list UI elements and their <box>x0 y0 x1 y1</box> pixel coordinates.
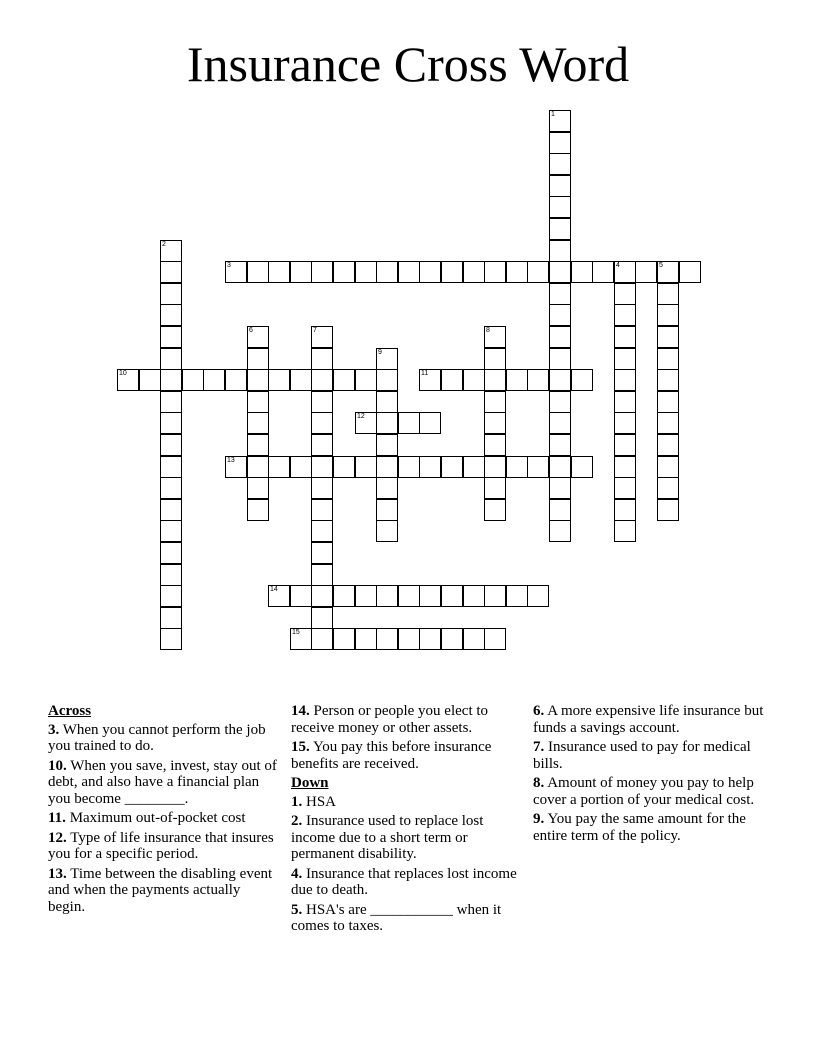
grid-cell <box>247 412 269 434</box>
clue-down-2 <box>291 813 527 863</box>
grid-cell <box>247 456 269 478</box>
grid-cell <box>549 369 571 391</box>
grid-cell <box>160 412 182 434</box>
clue-text: Time between the disabling event and when the payments actually begin. <box>48 865 273 915</box>
grid-cell <box>549 434 571 456</box>
grid-cell <box>376 412 398 434</box>
grid-cell <box>355 456 377 478</box>
grid-cell <box>290 261 312 283</box>
clue-number: 10. <box>48 757 67 774</box>
grid-cell <box>290 628 312 650</box>
grid-cell <box>657 434 679 456</box>
grid-cell <box>463 456 485 478</box>
grid-cell <box>657 261 679 283</box>
clue-number: 11. <box>48 810 66 826</box>
grid-cell <box>247 477 269 499</box>
grid-cell <box>484 261 506 283</box>
clue-text: A more expensive life insurance but funds a savings account. <box>533 703 764 736</box>
clue-number: 14. <box>291 703 310 719</box>
clue-down-7 <box>533 739 768 772</box>
grid-cell <box>117 369 139 391</box>
grid-cell <box>160 304 182 326</box>
grid-cell <box>484 434 506 456</box>
clue-number: 6. <box>533 703 545 719</box>
grid-cell <box>376 348 398 370</box>
clue-across-10 <box>48 758 280 808</box>
grid-cell <box>419 261 441 283</box>
clue-number: 7. <box>533 739 545 755</box>
grid-cell <box>506 456 528 478</box>
grid-cell <box>355 261 377 283</box>
grid-cell <box>549 520 571 542</box>
grid-cell <box>225 456 247 478</box>
clue-text: You pay the same amount for the entire term of the policy. <box>533 811 746 844</box>
grid-cell <box>614 434 636 456</box>
grid-cell <box>311 369 333 391</box>
grid-cell <box>160 348 182 370</box>
cell-number: 15 <box>292 629 300 636</box>
grid-cell <box>549 326 571 348</box>
grid-cell <box>679 261 701 283</box>
grid-cell <box>160 585 182 607</box>
grid-cell <box>484 412 506 434</box>
clue-text: Insurance used to pay for medical bills. <box>533 739 751 772</box>
grid-cell <box>614 261 636 283</box>
grid-cell <box>376 520 398 542</box>
grid-cell <box>268 261 290 283</box>
clues-column-2 <box>291 703 527 938</box>
grid-cell <box>311 434 333 456</box>
grid-cell <box>614 499 636 521</box>
grid-cell <box>484 348 506 370</box>
cell-number: 5 <box>659 262 663 269</box>
grid-cell <box>398 261 420 283</box>
clues-column-3 <box>533 703 768 847</box>
grid-cell <box>484 628 506 650</box>
cell-number: 6 <box>249 327 253 334</box>
grid-cell <box>311 412 333 434</box>
grid-cell <box>549 412 571 434</box>
grid-cell <box>484 391 506 413</box>
clue-text: Insurance that replaces lost income due to death. <box>291 865 517 898</box>
grid-cell <box>311 326 333 348</box>
grid-cell <box>247 348 269 370</box>
grid-cell <box>571 261 593 283</box>
clue-across-14 <box>291 703 527 736</box>
grid-cell <box>160 542 182 564</box>
grid-cell <box>247 391 269 413</box>
clue-down-6 <box>533 703 768 736</box>
grid-cell <box>311 348 333 370</box>
grid-cell <box>657 326 679 348</box>
grid-cell <box>549 283 571 305</box>
grid-cell <box>549 499 571 521</box>
page-title: Insurance Cross Word <box>186 36 630 92</box>
clue-across-15 <box>291 739 527 772</box>
grid-cell <box>311 585 333 607</box>
grid-cell <box>484 585 506 607</box>
grid-cell <box>549 261 571 283</box>
grid-cell <box>160 240 182 262</box>
grid-cell <box>527 261 549 283</box>
grid-cell <box>441 585 463 607</box>
grid-cell <box>139 369 161 391</box>
clue-number: 5. <box>291 901 303 918</box>
grid-cell <box>311 456 333 478</box>
grid-cell <box>311 628 333 650</box>
grid-cell <box>549 132 571 154</box>
grid-cell <box>571 369 593 391</box>
grid-cell <box>441 456 463 478</box>
grid-cell <box>484 369 506 391</box>
clue-down-8 <box>533 775 768 808</box>
clue-text: HSA <box>306 793 337 810</box>
clue-across-13 <box>48 866 280 916</box>
cell-number: 14 <box>270 586 278 593</box>
grid-cell <box>398 585 420 607</box>
grid-cell <box>614 348 636 370</box>
grid-cell <box>657 456 679 478</box>
grid-cell <box>376 585 398 607</box>
cell-number: 13 <box>227 457 235 464</box>
grid-cell <box>311 520 333 542</box>
grid-cell <box>247 326 269 348</box>
grid-cell <box>376 391 398 413</box>
grid-cell <box>311 261 333 283</box>
grid-cell <box>614 520 636 542</box>
clue-number: 15. <box>291 739 310 755</box>
grid-cell <box>506 585 528 607</box>
grid-cell <box>333 628 355 650</box>
grid-cell <box>527 585 549 607</box>
grid-cell <box>160 326 182 348</box>
clue-text: You pay this before insurance benefits are received. <box>291 739 492 772</box>
grid-cell <box>549 175 571 197</box>
grid-cell <box>268 585 290 607</box>
cell-number: 9 <box>378 349 382 356</box>
grid-cell <box>592 261 614 283</box>
grid-cell <box>160 564 182 586</box>
grid-cell <box>441 628 463 650</box>
grid-cell <box>549 477 571 499</box>
grid-cell <box>333 261 355 283</box>
grid-cell <box>376 434 398 456</box>
clue-across-3 <box>48 722 280 755</box>
clue-number: 1. <box>291 793 303 810</box>
grid-cell <box>463 261 485 283</box>
grid-cell <box>441 369 463 391</box>
clue-number: 3. <box>48 721 60 738</box>
down-heading: Down <box>291 775 329 791</box>
grid-cell <box>463 585 485 607</box>
grid-cell <box>160 434 182 456</box>
grid-cell <box>376 261 398 283</box>
grid-cell <box>506 369 528 391</box>
grid-cell <box>419 412 441 434</box>
grid-cell <box>160 261 182 283</box>
grid-cell <box>657 412 679 434</box>
clue-number: 4. <box>291 865 303 882</box>
grid-cell <box>549 153 571 175</box>
grid-cell <box>484 456 506 478</box>
clue-number: 2. <box>291 813 303 829</box>
grid-cell <box>311 499 333 521</box>
grid-cell <box>398 456 420 478</box>
grid-cell <box>160 283 182 305</box>
grid-cell <box>290 456 312 478</box>
clue-down-1 <box>291 794 527 811</box>
grid-cell <box>484 326 506 348</box>
grid-cell <box>463 369 485 391</box>
grid-cell <box>419 456 441 478</box>
grid-cell <box>657 369 679 391</box>
grid-cell <box>247 369 269 391</box>
grid-cell <box>160 391 182 413</box>
grid-cell <box>549 348 571 370</box>
cell-number: 8 <box>486 327 490 334</box>
grid-cell <box>506 261 528 283</box>
grid-cell <box>527 369 549 391</box>
cell-number: 12 <box>357 413 365 420</box>
cell-number: 2 <box>162 241 166 248</box>
grid-cell <box>614 283 636 305</box>
grid-cell <box>549 110 571 132</box>
grid-cell <box>355 585 377 607</box>
clue-text: Person or people you elect to receive money or other assets. <box>291 703 489 736</box>
grid-cell <box>247 434 269 456</box>
clue-across-11 <box>48 810 280 827</box>
cell-number: 7 <box>313 327 317 334</box>
clue-number: 9. <box>533 811 545 827</box>
clue-text: Type of life insurance that insures you for a specific period. <box>48 829 274 862</box>
grid-cell <box>419 369 441 391</box>
grid-cell <box>657 391 679 413</box>
grid-cell <box>355 412 377 434</box>
grid-cell <box>463 628 485 650</box>
grid-cell <box>614 456 636 478</box>
grid-cell <box>657 304 679 326</box>
grid-cell <box>657 348 679 370</box>
grid-cell <box>484 477 506 499</box>
grid-cell <box>657 499 679 521</box>
grid-cell <box>160 607 182 629</box>
clues-column-1 <box>48 703 280 918</box>
grid-cell <box>484 499 506 521</box>
grid-cell <box>311 477 333 499</box>
grid-cell <box>160 369 182 391</box>
grid-cell <box>333 585 355 607</box>
cell-number: 11 <box>421 370 429 377</box>
grid-cell <box>247 499 269 521</box>
grid-cell <box>268 369 290 391</box>
grid-cell <box>614 304 636 326</box>
grid-cell <box>203 369 225 391</box>
grid-cell <box>247 261 269 283</box>
clue-down-5 <box>291 902 527 935</box>
grid-cell <box>311 391 333 413</box>
grid-cell <box>398 412 420 434</box>
grid-cell <box>355 369 377 391</box>
cell-number: 1 <box>551 111 555 118</box>
grid-cell <box>376 499 398 521</box>
grid-cell <box>419 585 441 607</box>
grid-cell <box>549 240 571 262</box>
clue-text: Amount of money you pay to help cover a portion of your medical cost. <box>533 775 755 808</box>
grid-cell <box>160 520 182 542</box>
clue-text: Insurance used to replace lost income due to a short term or permanent disability. <box>291 813 484 862</box>
grid-cell <box>160 499 182 521</box>
grid-cell <box>376 628 398 650</box>
grid-cell <box>160 477 182 499</box>
grid-cell <box>527 456 549 478</box>
grid-cell <box>398 628 420 650</box>
clue-text: HSA's are ___________ when it comes to taxes. <box>291 901 502 934</box>
grid-cell <box>376 456 398 478</box>
cell-number: 3 <box>227 262 231 269</box>
grid-cell <box>333 369 355 391</box>
grid-cell <box>419 628 441 650</box>
grid-cell <box>160 456 182 478</box>
grid-cell <box>441 261 463 283</box>
grid-cell <box>268 456 290 478</box>
grid-cell <box>657 477 679 499</box>
grid-cell <box>614 326 636 348</box>
grid-cell <box>549 456 571 478</box>
grid-cell <box>311 542 333 564</box>
grid-cell <box>614 391 636 413</box>
cell-number: 10 <box>119 370 127 377</box>
grid-cell <box>549 391 571 413</box>
grid-cell <box>311 607 333 629</box>
grid-cell <box>182 369 204 391</box>
grid-cell <box>376 369 398 391</box>
clue-number: 8. <box>533 775 545 791</box>
grid-cell <box>225 369 247 391</box>
grid-cell <box>549 304 571 326</box>
grid-cell <box>549 196 571 218</box>
clue-text: When you cannot perform the job you trained to do. <box>48 721 266 754</box>
grid-cell <box>290 369 312 391</box>
grid-cell <box>657 283 679 305</box>
grid-cell <box>225 261 247 283</box>
grid-cell <box>355 628 377 650</box>
clue-number: 12. <box>48 829 67 846</box>
grid-cell <box>333 456 355 478</box>
clue-text: Maximum out-of-pocket cost <box>69 810 246 826</box>
clue-across-12 <box>48 830 280 863</box>
grid-cell <box>614 369 636 391</box>
across-heading: Across <box>48 703 92 719</box>
grid-cell <box>549 218 571 240</box>
clue-number: 13. <box>48 865 67 882</box>
grid-cell <box>311 564 333 586</box>
cell-number: 4 <box>616 262 620 269</box>
grid-cell <box>614 412 636 434</box>
clue-text: When you save, invest, stay out of debt, and also have a financial plan you become ________. <box>48 757 277 807</box>
clue-down-4 <box>291 866 527 899</box>
grid-cell <box>376 477 398 499</box>
grid-cell <box>571 456 593 478</box>
grid-cell <box>614 477 636 499</box>
grid-cell <box>160 628 182 650</box>
clue-down-9 <box>533 811 768 844</box>
grid-cell <box>635 261 657 283</box>
grid-cell <box>290 585 312 607</box>
